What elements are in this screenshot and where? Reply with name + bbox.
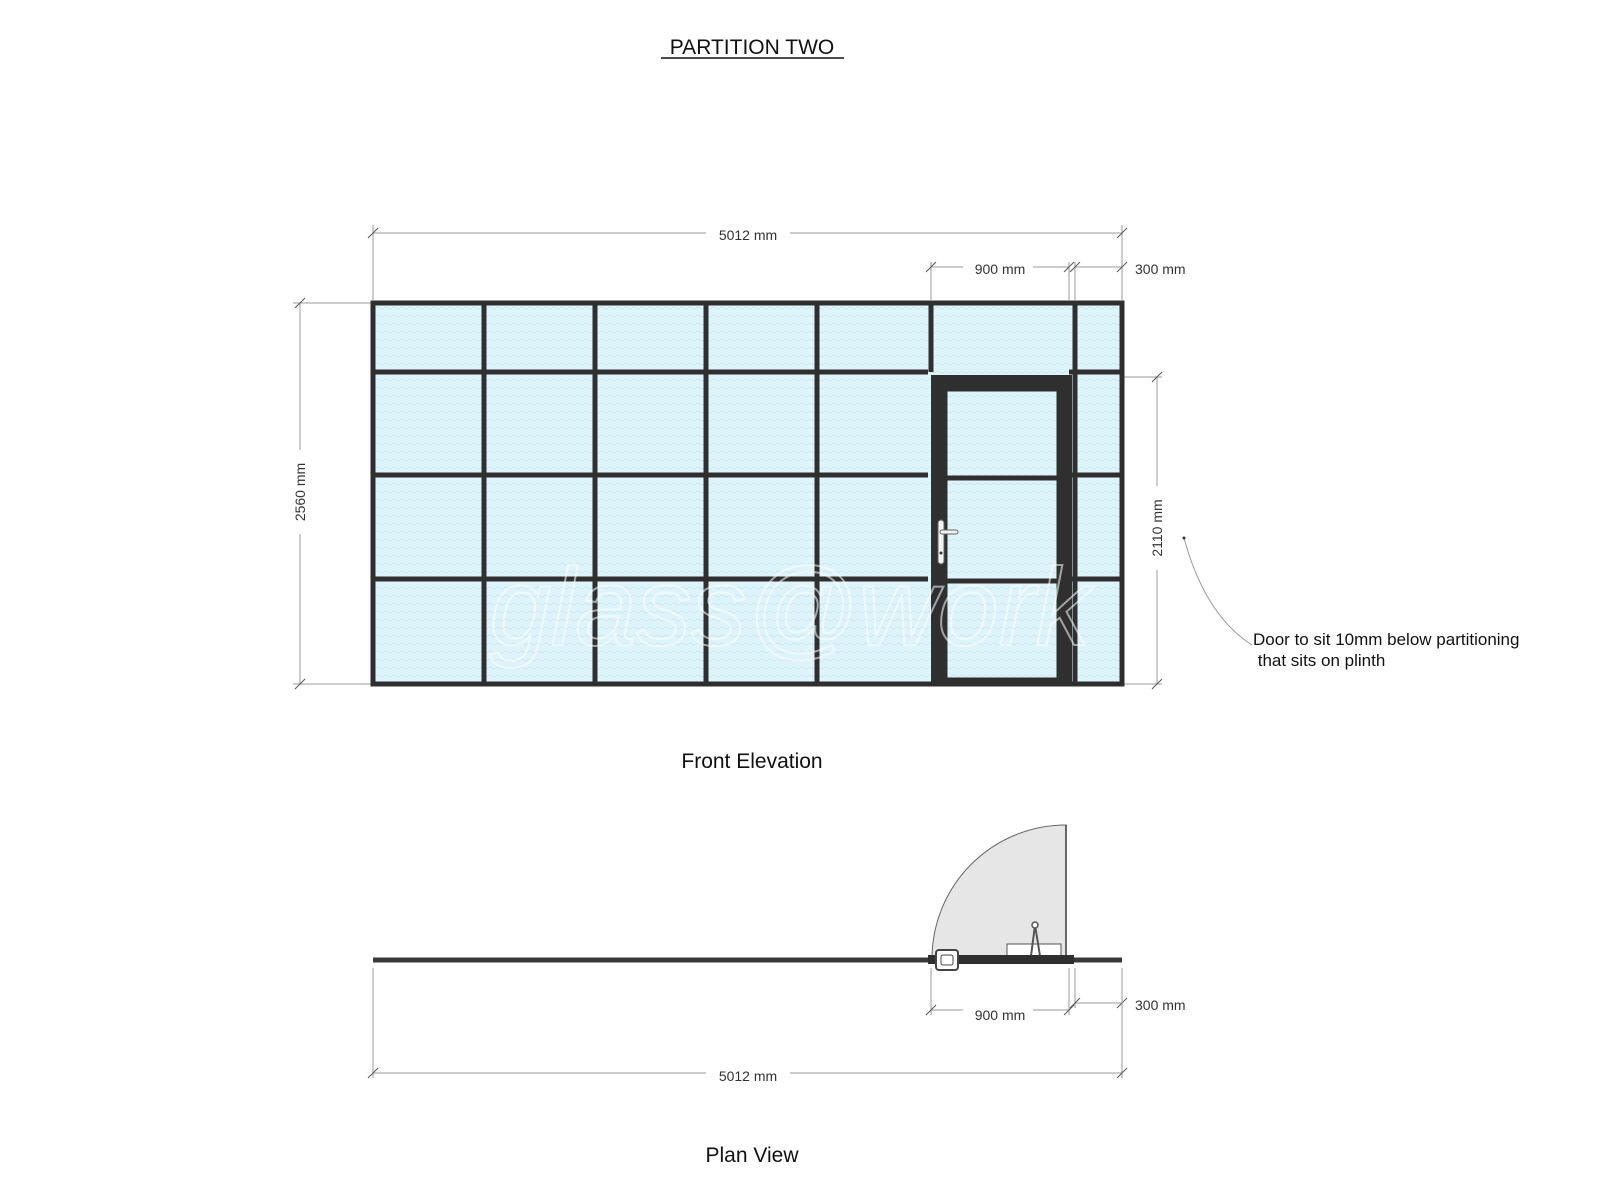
plan-dim-side-panel-width [1070,968,1186,1013]
plan-dim-overall-width [368,968,1127,1084]
watermark: glass@work [489,546,1091,669]
dim-label-door-height: 2110 mm [1149,499,1165,557]
door-swing-arc [932,825,1066,958]
page-title: PARTITION TWO [669,36,835,59]
elevation-caption: Front Elevation [681,750,823,773]
dim-overall-height [290,298,372,689]
dim-label-door-width: 900 mm [974,261,1026,277]
dim-label-side-panel-width: 300 mm [1135,261,1186,277]
front-elevation [290,224,1519,773]
dim-side-panel-width [1070,261,1186,300]
plan-view [368,825,1186,1167]
plan-dim-label-overall-width: 5012 mm [718,1068,778,1084]
plan-caption: Plan View [705,1144,799,1167]
door-note-line-2: that sits on plinth [1253,651,1386,670]
door-note-line-1: Door to sit 10mm below partitioning [1253,630,1520,649]
dim-label-overall-height: 2560 mm [292,462,308,522]
note-leader [1184,538,1252,645]
plan-dim-label-side-panel-width: 300 mm [1135,997,1186,1013]
plan-handle-icon [936,950,958,970]
plan-dim-label-door-width: 900 mm [974,1007,1026,1023]
dim-label-overall-width: 5012 mm [718,227,778,243]
plan-dim-door-width [926,968,1074,1023]
dim-door-width [926,258,1074,300]
